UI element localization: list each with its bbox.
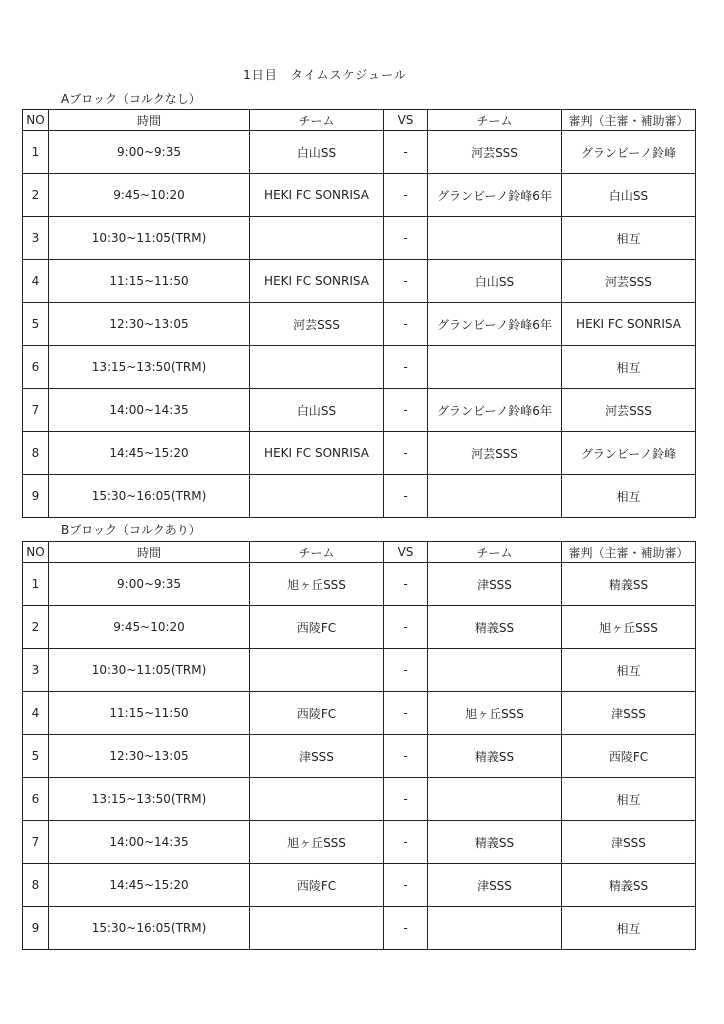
block-a-table	[22, 109, 696, 518]
cell-no: 2	[23, 174, 49, 217]
cell-team-1: 白山SS	[250, 131, 384, 174]
cell-vs: -	[384, 303, 428, 346]
cell-time: 9:45~10:20	[49, 174, 250, 217]
cell-referee: 相互	[562, 649, 696, 692]
cell-team-2: グランビーノ鈴峰6年	[428, 303, 562, 346]
cell-team-2	[428, 217, 562, 260]
cell-team-2: 津SSS	[428, 563, 562, 606]
header-no: NO	[23, 542, 49, 563]
cell-team-1: 西陵FC	[250, 864, 384, 907]
cell-time: 12:30~13:05	[49, 303, 250, 346]
header-row	[23, 542, 696, 563]
table-row	[23, 778, 696, 821]
cell-vs: -	[384, 907, 428, 950]
cell-referee: 相互	[562, 217, 696, 260]
table-row	[23, 864, 696, 907]
cell-no: 3	[23, 217, 49, 260]
cell-referee: 旭ヶ丘SSS	[562, 606, 696, 649]
cell-no: 4	[23, 260, 49, 303]
cell-referee: 相互	[562, 778, 696, 821]
cell-vs: -	[384, 217, 428, 260]
cell-time: 14:00~14:35	[49, 821, 250, 864]
cell-team-2	[428, 346, 562, 389]
cell-team-1	[250, 217, 384, 260]
cell-time: 11:15~11:50	[49, 692, 250, 735]
cell-time: 9:00~9:35	[49, 563, 250, 606]
cell-referee: 相互	[562, 907, 696, 950]
header-team-2: チーム	[428, 110, 562, 131]
cell-time: 15:30~16:05(TRM)	[49, 475, 250, 518]
table-row	[23, 389, 696, 432]
cell-referee: 相互	[562, 475, 696, 518]
cell-team-1: 旭ヶ丘SSS	[250, 821, 384, 864]
cell-team-1: 西陵FC	[250, 606, 384, 649]
cell-vs: -	[384, 778, 428, 821]
cell-referee: 相互	[562, 346, 696, 389]
cell-vs: -	[384, 821, 428, 864]
cell-referee: 津SSS	[562, 821, 696, 864]
cell-time: 14:00~14:35	[49, 389, 250, 432]
cell-no: 7	[23, 389, 49, 432]
cell-team-1: HEKI FC SONRISA	[250, 432, 384, 475]
block-b-table	[22, 541, 696, 950]
block-b-label: Bブロック（コルクあり）	[61, 523, 201, 537]
cell-team-2: 白山SS	[428, 260, 562, 303]
table-row	[23, 649, 696, 692]
header-referee: 審判（主審・補助審）	[562, 110, 696, 131]
cell-vs: -	[384, 432, 428, 475]
cell-no: 2	[23, 606, 49, 649]
cell-vs: -	[384, 389, 428, 432]
cell-team-1: 河芸SSS	[250, 303, 384, 346]
cell-vs: -	[384, 864, 428, 907]
cell-vs: -	[384, 131, 428, 174]
cell-team-2: グランビーノ鈴峰6年	[428, 174, 562, 217]
cell-vs: -	[384, 649, 428, 692]
cell-team-1	[250, 475, 384, 518]
table-row	[23, 432, 696, 475]
cell-no: 7	[23, 821, 49, 864]
cell-referee: 河芸SSS	[562, 389, 696, 432]
cell-no: 3	[23, 649, 49, 692]
cell-team-1	[250, 907, 384, 950]
header-vs: VS	[384, 110, 428, 131]
block-a-label: Aブロック（コルクなし）	[61, 92, 201, 106]
cell-no: 5	[23, 735, 49, 778]
cell-referee: グランビーノ鈴峰	[562, 131, 696, 174]
cell-no: 6	[23, 346, 49, 389]
cell-team-2: 精義SS	[428, 735, 562, 778]
cell-team-2	[428, 649, 562, 692]
cell-team-2: 精義SS	[428, 606, 562, 649]
cell-time: 9:45~10:20	[49, 606, 250, 649]
cell-referee: 西陵FC	[562, 735, 696, 778]
cell-no: 5	[23, 303, 49, 346]
cell-time: 12:30~13:05	[49, 735, 250, 778]
cell-referee: 精義SS	[562, 864, 696, 907]
cell-vs: -	[384, 475, 428, 518]
cell-no: 4	[23, 692, 49, 735]
cell-vs: -	[384, 606, 428, 649]
cell-vs: -	[384, 346, 428, 389]
table-row	[23, 174, 696, 217]
table-row	[23, 563, 696, 606]
cell-time: 15:30~16:05(TRM)	[49, 907, 250, 950]
cell-team-1: 西陵FC	[250, 692, 384, 735]
cell-vs: -	[384, 563, 428, 606]
header-row	[23, 110, 696, 131]
cell-time: 14:45~15:20	[49, 432, 250, 475]
cell-team-2: 河芸SSS	[428, 131, 562, 174]
cell-team-1: 津SSS	[250, 735, 384, 778]
cell-referee: HEKI FC SONRISA	[562, 303, 696, 346]
cell-referee: 河芸SSS	[562, 260, 696, 303]
table-row	[23, 217, 696, 260]
cell-time: 11:15~11:50	[49, 260, 250, 303]
cell-time: 13:15~13:50(TRM)	[49, 346, 250, 389]
header-referee: 審判（主審・補助審）	[562, 542, 696, 563]
cell-no: 9	[23, 475, 49, 518]
header-team-1: チーム	[250, 542, 384, 563]
header-no: NO	[23, 110, 49, 131]
cell-team-1	[250, 346, 384, 389]
cell-team-2	[428, 475, 562, 518]
table-row	[23, 346, 696, 389]
cell-vs: -	[384, 260, 428, 303]
table-row	[23, 907, 696, 950]
cell-team-2: 旭ヶ丘SSS	[428, 692, 562, 735]
cell-no: 1	[23, 563, 49, 606]
cell-team-2	[428, 778, 562, 821]
cell-time: 10:30~11:05(TRM)	[49, 649, 250, 692]
header-vs: VS	[384, 542, 428, 563]
cell-time: 9:00~9:35	[49, 131, 250, 174]
cell-team-2	[428, 907, 562, 950]
cell-time: 14:45~15:20	[49, 864, 250, 907]
cell-referee: 白山SS	[562, 174, 696, 217]
cell-team-2: 精義SS	[428, 821, 562, 864]
cell-vs: -	[384, 692, 428, 735]
cell-no: 6	[23, 778, 49, 821]
cell-vs: -	[384, 174, 428, 217]
table-row	[23, 692, 696, 735]
table-row	[23, 475, 696, 518]
cell-referee: 津SSS	[562, 692, 696, 735]
cell-no: 1	[23, 131, 49, 174]
cell-vs: -	[384, 735, 428, 778]
cell-team-2: 津SSS	[428, 864, 562, 907]
cell-time: 13:15~13:50(TRM)	[49, 778, 250, 821]
table-row	[23, 131, 696, 174]
cell-team-2: 河芸SSS	[428, 432, 562, 475]
cell-referee: グランビーノ鈴峰	[562, 432, 696, 475]
cell-referee: 精義SS	[562, 563, 696, 606]
cell-team-1	[250, 649, 384, 692]
cell-no: 9	[23, 907, 49, 950]
cell-no: 8	[23, 432, 49, 475]
table-row	[23, 821, 696, 864]
cell-team-2: グランビーノ鈴峰6年	[428, 389, 562, 432]
cell-time: 10:30~11:05(TRM)	[49, 217, 250, 260]
header-time: 時間	[49, 542, 250, 563]
header-team-2: チーム	[428, 542, 562, 563]
table-row	[23, 606, 696, 649]
cell-team-1: 白山SS	[250, 389, 384, 432]
table-row	[23, 303, 696, 346]
cell-team-1: HEKI FC SONRISA	[250, 174, 384, 217]
table-row	[23, 735, 696, 778]
header-team-1: チーム	[250, 110, 384, 131]
page-title: 1日目 タイムスケジュール	[243, 68, 407, 82]
header-time: 時間	[49, 110, 250, 131]
table-row	[23, 260, 696, 303]
cell-team-1: 旭ヶ丘SSS	[250, 563, 384, 606]
cell-team-1: HEKI FC SONRISA	[250, 260, 384, 303]
cell-team-1	[250, 778, 384, 821]
cell-no: 8	[23, 864, 49, 907]
